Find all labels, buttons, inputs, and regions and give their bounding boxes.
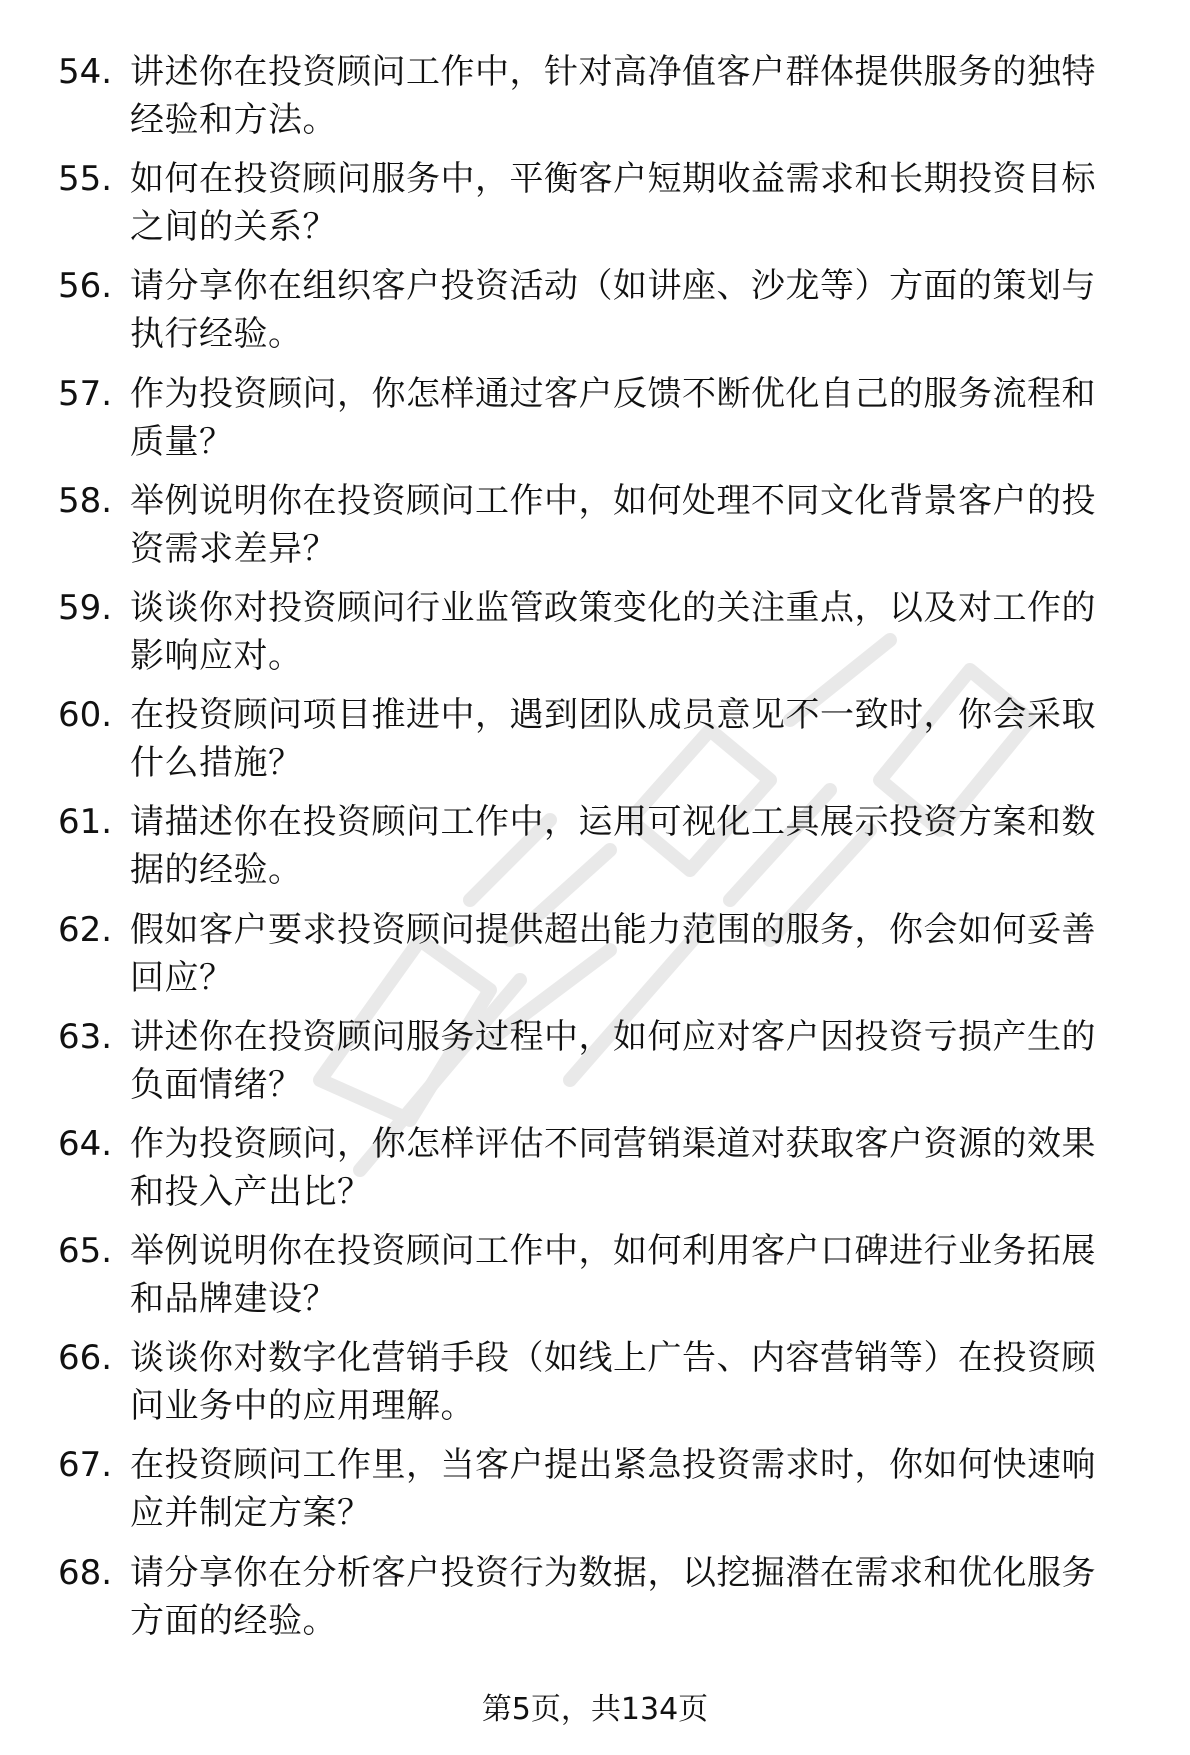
question-number: 62. — [58, 909, 113, 950]
question-text: 举例说明你在投资顾问工作中，如何处理不同文化背景客户的投资需求差异？ — [130, 480, 1096, 569]
question-list — [58, 48, 1148, 1656]
question-item — [58, 691, 1148, 798]
question-number: 68. — [58, 1552, 113, 1593]
question-text: 讲述你在投资顾问服务过程中，如何应对客户因投资亏损产生的负面情绪？ — [130, 1016, 1096, 1105]
question-text: 请分享你在组织客户投资活动（如讲座、沙龙等）方面的策划与执行经验。 — [130, 266, 1096, 355]
question-number: 57. — [58, 373, 113, 414]
question-item — [58, 48, 1148, 155]
question-text: 作为投资顾问，你怎样评估不同营销渠道对获取客户资源的效果和投入产出比？ — [130, 1123, 1096, 1212]
question-text: 举例说明你在投资顾问工作中，如何利用客户口碑进行业务拓展和品牌建设？ — [130, 1231, 1096, 1320]
question-item — [58, 1227, 1148, 1334]
question-number: 67. — [58, 1445, 113, 1486]
question-text: 请描述你在投资顾问工作中，运用可视化工具展示投资方案和数据的经验。 — [130, 802, 1096, 891]
question-item — [58, 1120, 1148, 1227]
question-number: 63. — [58, 1016, 113, 1057]
question-number: 55. — [58, 159, 113, 200]
question-item — [58, 1334, 1148, 1441]
question-text: 作为投资顾问，你怎样通过客户反馈不断优化自己的服务流程和质量？ — [130, 373, 1096, 462]
question-number: 54. — [58, 52, 113, 92]
question-number: 56. — [58, 266, 113, 307]
question-item — [58, 477, 1148, 584]
question-number: 65. — [58, 1231, 113, 1272]
question-item — [58, 906, 1148, 1013]
question-item — [58, 1013, 1148, 1120]
question-item — [58, 584, 1148, 691]
question-number: 58. — [58, 480, 113, 521]
question-text: 在投资顾问项目推进中，遇到团队成员意见不一致时，你会采取什么措施？ — [130, 695, 1096, 784]
question-item — [58, 370, 1148, 477]
question-text: 谈谈你对投资顾问行业监管政策变化的关注重点，以及对工作的影响应对。 — [130, 587, 1096, 676]
question-number: 64. — [58, 1123, 113, 1164]
page-number-label: 第5页，共134页 — [481, 1692, 709, 1727]
question-text: 谈谈你对数字化营销手段（如线上广告、内容营销等）在投资顾问业务中的应用理解。 — [130, 1338, 1096, 1427]
question-text: 假如客户要求投资顾问提供超出能力范围的服务，你会如何妥善回应？ — [130, 909, 1096, 998]
question-number: 60. — [58, 695, 113, 736]
question-item — [58, 262, 1148, 369]
page-footer — [0, 1690, 1190, 1730]
question-item — [58, 798, 1148, 905]
question-text: 在投资顾问工作里，当客户提出紧急投资需求时，你如何快速响应并制定方案？ — [130, 1445, 1096, 1534]
question-text: 如何在投资顾问服务中，平衡客户短期收益需求和长期投资目标之间的关系？ — [130, 159, 1096, 248]
question-item — [58, 1441, 1148, 1548]
question-number: 61. — [58, 802, 113, 843]
question-number: 59. — [58, 587, 113, 628]
question-text: 请分享你在分析客户投资行为数据，以挖掘潜在需求和优化服务方面的经验。 — [130, 1552, 1096, 1641]
question-item — [58, 155, 1148, 262]
question-item — [58, 1549, 1148, 1656]
question-text: 讲述你在投资顾问工作中，针对高净值客户群体提供服务的独特经验和方法。 — [130, 52, 1096, 140]
question-number: 66. — [58, 1338, 113, 1379]
